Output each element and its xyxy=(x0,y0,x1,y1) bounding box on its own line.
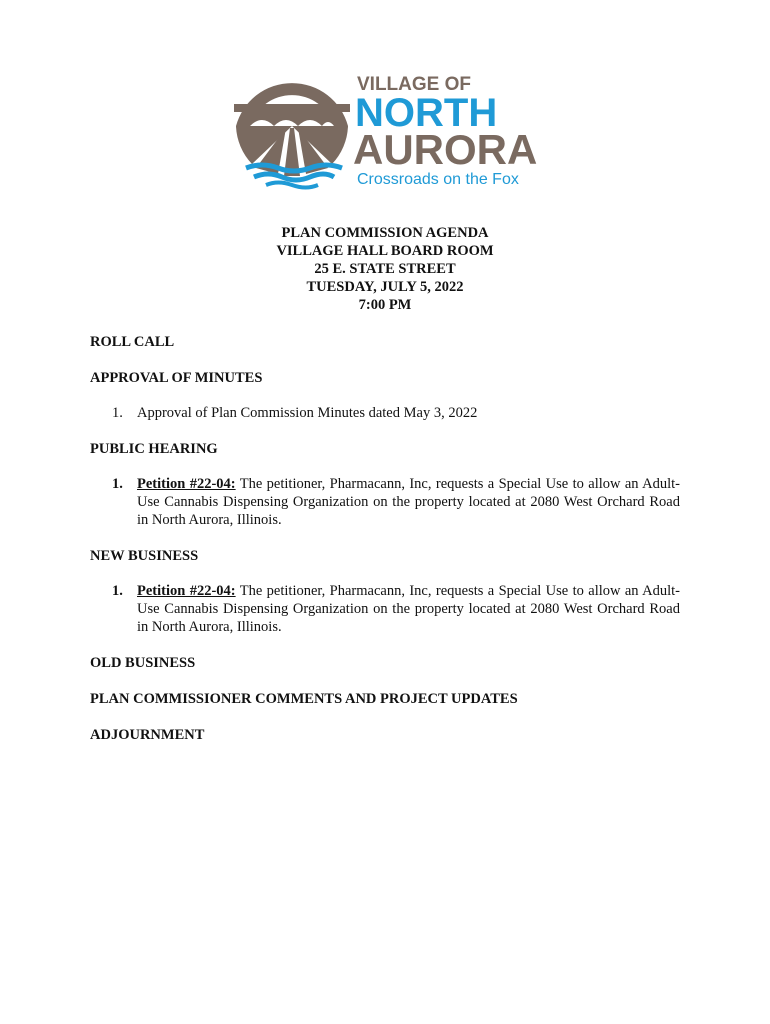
meeting-date: TUESDAY, JULY 5, 2022 xyxy=(306,279,464,295)
village-logo xyxy=(232,64,542,192)
petition-label: Petition #22-04: xyxy=(137,476,236,492)
logo-village-of-text: VILLAGE OF xyxy=(357,74,471,95)
logo-aurora-text: AURORA xyxy=(353,126,538,173)
agenda-title: PLAN COMMISSION AGENDA xyxy=(281,225,489,241)
section-new-business: NEW BUSINESS xyxy=(90,548,199,564)
petition-label: Petition #22-04: xyxy=(137,583,236,599)
logo-graphic xyxy=(232,64,542,192)
agenda-heading xyxy=(0,224,770,314)
logo-north-text: NORTH xyxy=(355,91,498,135)
section-roll-call: ROLL CALL xyxy=(90,334,175,350)
section-commissioner-comments: PLAN COMMISSIONER COMMENTS AND PROJECT UPDATES xyxy=(90,691,518,707)
petition-description: The petitioner, Pharmacann, Inc, requests a Special Use to allow an Adult-Use Cannabis Dispensing Organization on the property located at 2080 West Orchard Road in North Aurora, Illinois. xyxy=(137,583,681,635)
section-public-hearing: PUBLIC HEARING xyxy=(90,441,218,457)
meeting-address: 25 E. STATE STREET xyxy=(314,261,456,277)
meeting-time: 7:00 PM xyxy=(358,297,412,313)
list-item xyxy=(112,404,680,422)
section-approval-of-minutes: APPROVAL OF MINUTES xyxy=(90,370,263,386)
list-item-number: 1. xyxy=(112,476,123,492)
list-item-body xyxy=(137,475,680,529)
list-item-number: 1. xyxy=(112,405,123,421)
list-item xyxy=(112,475,680,529)
list-item-body xyxy=(137,582,680,636)
list-item-text: Approval of Plan Commission Minutes dated May 3, 2022 xyxy=(137,405,478,421)
section-adjournment: ADJOURNMENT xyxy=(90,727,205,743)
list-item xyxy=(112,582,680,636)
list-item-number: 1. xyxy=(112,583,123,599)
meeting-location: VILLAGE HALL BOARD ROOM xyxy=(276,243,494,259)
petition-description: The petitioner, Pharmacann, Inc, requests a Special Use to allow an Adult-Use Cannabis Dispensing Organization on the property located at 2080 West Orchard Road in North Aurora, Illinois. xyxy=(137,476,681,528)
bridge-emblem-icon xyxy=(234,83,350,187)
section-old-business: OLD BUSINESS xyxy=(90,655,196,671)
logo-tagline-text: Crossroads on the Fox xyxy=(357,171,519,188)
